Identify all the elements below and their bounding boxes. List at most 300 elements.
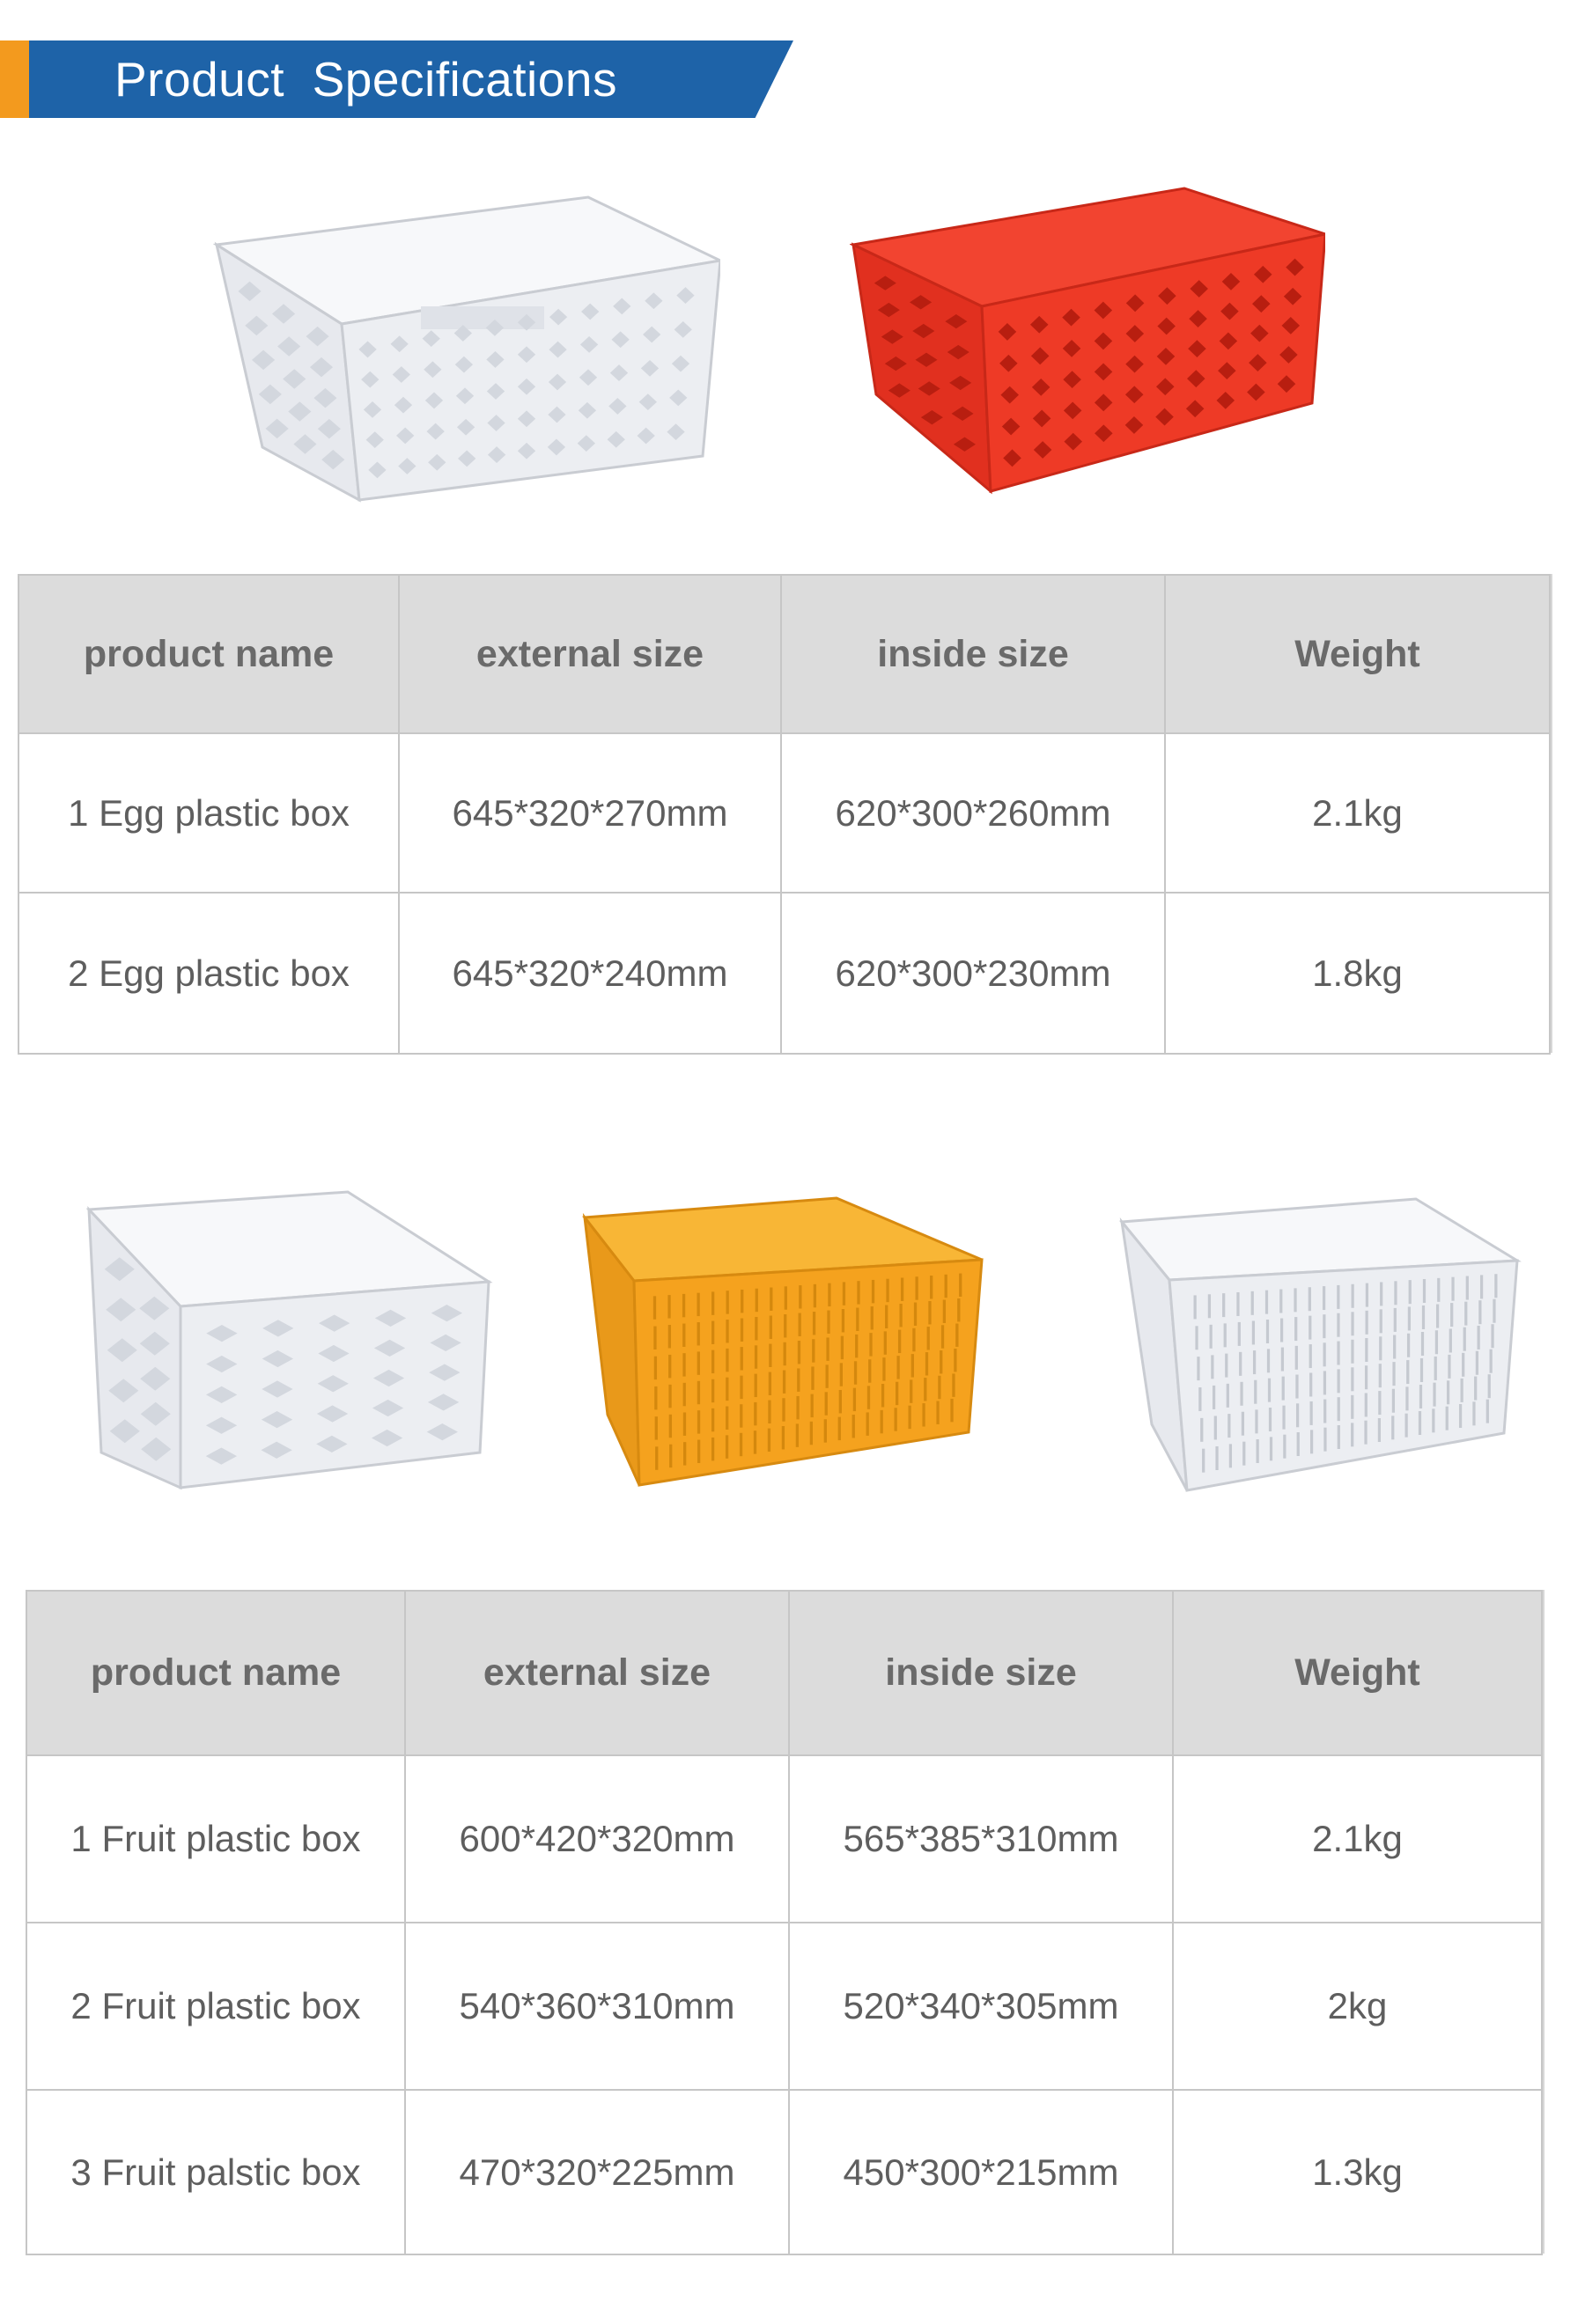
crate-hole [842,1309,844,1332]
crate-hole [1310,1401,1313,1425]
crate-hole [1365,1338,1368,1362]
crate-hole [669,1415,672,1438]
orange-fruit-crate-image [581,1195,986,1489]
crate-hole [697,1293,699,1316]
crate-hole [1282,1377,1285,1401]
crate-hole [1200,1418,1203,1442]
crate-hole [741,1319,743,1342]
crate-hole [1366,1283,1368,1307]
crate-hole [654,1386,657,1409]
cell-inside-size: 620*300*230mm [781,893,1165,1054]
crate-hole [1464,1302,1467,1326]
crate-hole [1379,1336,1382,1360]
crate-hole [840,1363,843,1386]
crate-hole [1423,1279,1426,1303]
crate-hole [768,1401,770,1423]
crate-hole [927,1327,930,1350]
crate-hole [1227,1384,1229,1408]
crate-hole [1466,1276,1469,1300]
crate-hole [1405,1386,1408,1410]
header-external-size: external size [399,575,781,733]
crate-hole [869,1333,872,1356]
crate-hole [1295,1346,1298,1370]
crate-hole [843,1282,845,1305]
crate-hole [1437,1278,1440,1302]
crate-hole [872,1280,874,1303]
cell-product-name: 3 Fruit palstic box [26,2090,405,2254]
cell-product-name: 2 Egg plastic box [18,893,399,1054]
crate-hole [1378,1391,1381,1415]
crate-hole [799,1313,801,1336]
crate-hole [1297,1432,1300,1456]
crate-hole [855,1335,858,1357]
header-external-size: external size [405,1591,789,1755]
crate-hole [838,1417,841,1440]
crate-hole [653,1296,656,1319]
crate-hole [784,1342,786,1365]
crate-hole [697,1351,700,1374]
crate-hole [769,1344,771,1367]
crate-hole [1407,1334,1410,1357]
crate-hole [1351,1395,1353,1419]
crate-hole [1449,1328,1452,1352]
crate-hole [1478,1300,1481,1324]
crate-hole [911,1354,914,1377]
crate-hole [755,1317,757,1340]
crate-hole [1422,1305,1425,1329]
crate-hole [827,1311,829,1334]
fruit-spec-table [26,1590,1543,2255]
crate-hole [1379,1364,1382,1387]
crate-hole [885,1305,888,1328]
cell-inside-size: 565*385*310mm [789,1755,1173,1923]
crate-hole [1309,1372,1312,1396]
crate-hole [1419,1385,1422,1408]
crate-hole [1253,1350,1256,1374]
crate-hole [1380,1309,1382,1333]
crate-hole [943,1300,946,1323]
crate-hole [1210,1325,1213,1349]
crate-hole [726,1435,728,1458]
crate-hole [682,1294,685,1317]
crate-hole [1252,1320,1255,1344]
crate-hole [1490,1350,1493,1373]
crate-hole [1491,1324,1493,1348]
crate-hole [783,1371,785,1394]
crate-hole [1338,1425,1340,1449]
crate-hole [1351,1423,1353,1446]
crate-hole [1421,1332,1424,1356]
crate-hole [711,1291,714,1314]
crate-hole [1432,1408,1434,1432]
crate-hole [1224,1323,1227,1347]
crate-hole [1337,1285,1339,1309]
crate-hole [910,1379,912,1402]
crate-hole [1392,1389,1395,1413]
crate-hole [884,1331,887,1354]
crate-hole [896,1382,898,1405]
crate-hole [857,1281,859,1304]
table-row [18,733,1550,893]
crate-hole [813,1312,815,1335]
crate-hole [1378,1418,1381,1442]
crate-hole [854,1361,857,1384]
crate-hole [1279,1290,1282,1313]
crate-hole [930,1276,933,1298]
crate-hole [1450,1303,1453,1327]
crate-hole [1338,1369,1340,1393]
crate-hole [1351,1312,1353,1335]
white-fruit-crate-image [84,1188,493,1492]
crate-hole [1393,1335,1396,1359]
crate-hole [898,1330,901,1353]
crate-hole [1494,1274,1497,1298]
crate-hole [1451,1277,1454,1301]
crate-hole [812,1339,815,1362]
crate-hole [1323,1314,1325,1338]
crate-hole [1309,1316,1311,1340]
crate-hole [1459,1404,1462,1428]
crate-hole [1476,1351,1478,1375]
cell-external-size: 470*320*225mm [405,2090,789,2254]
crate-hole [814,1284,816,1307]
crate-hole [881,1384,884,1407]
crate-hole [1267,1349,1270,1372]
table-header-row [26,1591,1542,1755]
crate-hole [796,1423,799,1446]
crate-hole [1380,1282,1382,1305]
crate-hole [711,1438,714,1460]
crate-hole [1296,1403,1299,1427]
crate-hole [1215,1446,1218,1470]
egg-spec-table [18,574,1551,1055]
crate-hole [826,1364,829,1387]
header-weight: Weight [1165,575,1550,733]
table-row [26,1923,1542,2090]
crate-hole [925,1352,928,1375]
crate-hole [856,1308,859,1331]
crate-hole [810,1422,813,1445]
crate-hole [1238,1322,1241,1346]
crate-hole [785,1286,787,1309]
crate-hole [668,1385,671,1408]
crate-hole [1405,1414,1408,1438]
cell-product-name: 1 Fruit plastic box [26,1755,405,1923]
crate-hole [1266,1320,1269,1343]
crate-hole [1351,1340,1353,1364]
crate-hole [726,1320,728,1342]
crate-hole [668,1325,671,1348]
crate-hole [1448,1355,1450,1379]
crate-hole [1434,1357,1437,1380]
crate-hole [1295,1375,1298,1399]
crate-hole [828,1283,830,1306]
crate-hole [798,1341,800,1364]
crate-hole [1251,1291,1254,1315]
header-product-name: product name [26,1591,405,1755]
crate-hole [1323,1371,1326,1394]
crate-hole [1294,1317,1297,1341]
crate-hole [928,1301,931,1324]
cell-external-size: 600*420*320mm [405,1755,789,1923]
crate-hole [1474,1377,1477,1401]
crate-hole [726,1291,729,1313]
crate-hole [899,1304,902,1327]
cell-external-size: 645*320*270mm [399,733,781,893]
crate-hole [853,1388,856,1411]
crate-hole [1365,1365,1368,1389]
cell-weight: 1.3kg [1173,2090,1542,2254]
crate-hole [770,1288,772,1311]
crate-hole [839,1390,842,1413]
crate-hole [697,1322,700,1345]
crate-hole [1265,1291,1268,1314]
crate-hole [1392,1362,1395,1386]
crate-hole [1282,1406,1285,1430]
header-product-name: product name [18,575,399,733]
crate-hole [782,1426,785,1449]
crate-hole [1194,1295,1197,1319]
crate-hole [811,1394,814,1417]
crate-hole [895,1408,897,1430]
crate-hole [1435,1330,1438,1354]
crate-hole [1472,1401,1475,1425]
crate-hole [1488,1374,1491,1398]
table-row [26,1755,1542,1923]
crate-hole [1447,1380,1449,1404]
crate-hole [922,1403,925,1426]
red-egg-crate-image [850,183,1325,496]
crate-hole [711,1408,714,1431]
cell-inside-size: 520*340*305mm [789,1923,1173,2090]
crate-hole [1240,1382,1242,1406]
crate-hole [908,1406,910,1429]
crate-hole [915,1276,918,1299]
crate-hole [784,1314,786,1337]
crate-hole [945,1275,947,1298]
crate-hole [697,1440,700,1463]
crate-hole [1309,1287,1311,1311]
cell-product-name: 2 Fruit plastic box [26,1923,405,2090]
crate-hole [1323,1428,1326,1452]
crate-hole [1323,1342,1326,1366]
header-inside-size: inside size [781,575,1165,733]
crate-hole [754,1430,756,1453]
crate-hole [1351,1367,1353,1391]
crate-hole [959,1274,962,1297]
crate-hole [669,1445,672,1467]
crate-hole [1214,1416,1217,1439]
crate-hole [1239,1352,1242,1376]
crate-hole [740,1376,742,1399]
crate-hole [740,1404,742,1427]
crate-hole [1352,1284,1354,1308]
crate-hole [754,1402,756,1425]
cell-weight: 2.1kg [1165,733,1550,893]
crate-hole [1202,1449,1205,1473]
crate-hole [1394,1308,1397,1332]
crate-hole [797,1368,800,1391]
crate-hole [1366,1311,1368,1335]
page-title: Product Specifications [114,52,617,107]
crate-hole [740,1433,742,1456]
crate-hole [886,1279,888,1302]
crate-hole [1255,1409,1257,1433]
crate-hole [1364,1421,1367,1445]
cell-product-name: 1 Egg plastic box [18,733,399,893]
cell-external-size: 645*320*240mm [399,893,781,1054]
crate-hole [1236,1292,1239,1316]
crate-hole [868,1359,871,1382]
cell-weight: 1.8kg [1165,893,1550,1054]
crate-hole [1257,1439,1259,1463]
crate-hole [1310,1430,1313,1453]
crate-hole [1280,1319,1283,1342]
crate-hole [955,1324,958,1347]
crate-hole [1198,1387,1201,1411]
header-weight: Weight [1173,1591,1542,1755]
crate-hole [912,1328,915,1351]
crate-hole [755,1345,757,1368]
crate-hole [682,1353,685,1376]
crate-hole [726,1378,728,1401]
crate-hole [711,1321,714,1344]
crate-hole [1433,1383,1435,1407]
crate-hole [901,1277,903,1300]
crate-hole [852,1415,855,1438]
crate-hole [938,1376,940,1399]
crate-hole [1213,1386,1215,1409]
crate-hole [825,1392,828,1415]
crate-hole [755,1374,757,1397]
crate-hole [741,1290,743,1313]
header-inside-size: inside size [789,1591,1173,1755]
crate-hole [881,1410,883,1433]
crate-hole [867,1386,870,1408]
crate-hole [655,1416,658,1439]
cell-weight: 2kg [1173,1923,1542,2090]
crate-hole [1309,1344,1312,1368]
crate-hole [1461,1379,1463,1402]
crate-hole [770,1316,772,1339]
crate-hole [1365,1393,1368,1416]
banner-accent [0,40,29,118]
crate-hole [866,1412,869,1435]
crate-hole [1268,1379,1271,1402]
cell-inside-size: 620*300*260mm [781,733,1165,893]
crate-hole [697,1410,700,1433]
crate-hole [1419,1411,1421,1435]
crate-hole [697,1381,700,1404]
crate-hole [924,1378,926,1401]
crate-hole [1197,1357,1199,1380]
crate-hole [667,1295,670,1318]
crate-hole [896,1356,899,1379]
table-row [18,893,1550,1054]
crate-hole [950,1399,953,1422]
crate-hole [1446,1407,1449,1430]
crate-hole [841,1336,844,1359]
crate-hole [1409,1280,1412,1304]
crate-hole [1338,1397,1340,1421]
crate-hole [1254,1380,1257,1404]
crate-hole [668,1355,671,1378]
crate-hole [1408,1306,1411,1330]
crate-hole [782,1398,785,1421]
crate-hole [654,1357,657,1379]
crate-hole [1242,1412,1244,1436]
crate-hole [1493,1299,1495,1323]
crate-hole [940,1350,942,1373]
white-egg-crate-image [210,192,720,504]
crate-hole [1478,1326,1480,1350]
crate-hole [914,1303,917,1326]
crate-hole [1337,1313,1339,1337]
crate-hole [811,1366,814,1389]
crate-hole [1480,1275,1483,1298]
crate-hole [1269,1408,1272,1431]
crate-hole [1281,1348,1284,1372]
crate-hole [653,1327,656,1350]
crate-hole [682,1324,685,1347]
crate-hole [826,1337,829,1360]
crate-hole [954,1349,956,1372]
crate-hole [1391,1416,1394,1439]
crate-hole [824,1419,827,1442]
white-slotted-crate-image [1117,1195,1522,1495]
crate-hole [952,1373,955,1396]
crate-hole [936,1401,939,1424]
crate-hole [941,1325,944,1348]
crate-hole [957,1298,960,1321]
crate-hole [1294,1288,1296,1312]
table-row [26,2090,1542,2254]
crate-hole [1229,1444,1232,1467]
crate-hole [741,1347,743,1370]
crate-hole [711,1350,714,1373]
crate-hole [726,1349,728,1372]
crate-hole [1436,1305,1439,1328]
table-header-row [18,575,1550,733]
crate-hole [683,1442,686,1465]
crate-hole [768,1429,770,1452]
crate-hole [1225,1354,1227,1378]
cell-inside-size: 450*300*215mm [789,2090,1173,2254]
crate-hole [1406,1360,1409,1384]
crate-hole [1323,1400,1326,1423]
crate-hole [1222,1293,1225,1317]
crate-hole [1227,1414,1230,1438]
crate-hole [655,1446,658,1469]
crate-hole [1323,1286,1325,1310]
crate-hole [1208,1294,1211,1318]
crate-hole [726,1407,728,1430]
crate-hole [1486,1400,1489,1423]
crate-hole [1195,1326,1198,1350]
crate-hole [1463,1327,1466,1351]
crate-hole [1394,1281,1397,1305]
crate-hole [1242,1442,1245,1466]
crate-hole [756,1289,758,1312]
crate-hole [711,1379,714,1402]
crate-hole [1211,1355,1213,1379]
crate-hole [683,1383,686,1406]
cell-weight: 2.1kg [1173,1755,1542,1923]
crate-hole [1337,1342,1339,1365]
crate-hole [769,1372,771,1395]
crate-hole [871,1306,874,1329]
crate-hole [799,1285,801,1308]
